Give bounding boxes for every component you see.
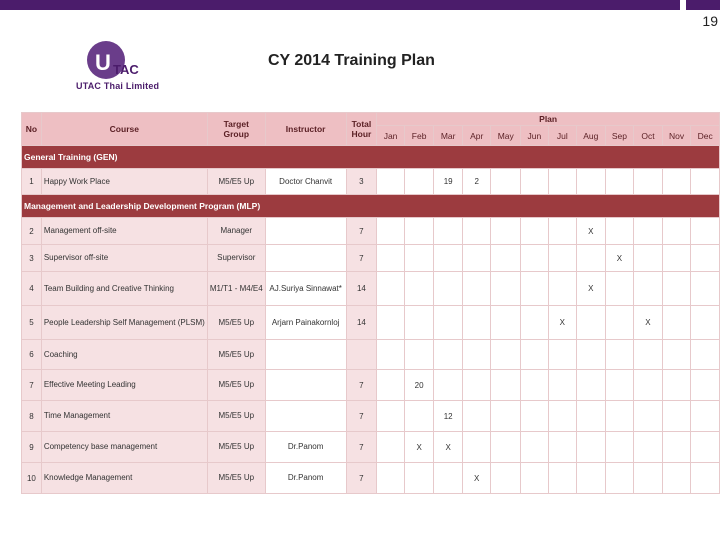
target-group: M5/E5 Up — [207, 306, 265, 340]
page-title: CY 2014 Training Plan — [268, 52, 435, 69]
month-header-nov: Nov — [662, 126, 691, 146]
plan-cell-jan — [377, 432, 405, 463]
plan-cell-may — [491, 169, 521, 195]
header-instructor: Instructor — [265, 113, 346, 146]
plan-cell-dec — [691, 245, 720, 272]
plan-cell-nov — [662, 432, 691, 463]
plan-cell-jun — [521, 272, 549, 306]
training-plan-table — [21, 112, 720, 494]
total-hour: 7 — [346, 432, 377, 463]
course-name: Time Management — [41, 401, 207, 432]
course-name: Knowledge Management — [41, 463, 207, 494]
plan-cell-oct — [634, 340, 663, 370]
header-course: Course — [41, 113, 207, 146]
target-group: M5/E5 Up — [207, 463, 265, 494]
plan-cell-jan — [377, 306, 405, 340]
header-total-hour: Total Hour — [346, 113, 377, 146]
plan-cell-aug — [577, 370, 606, 401]
section-header-row — [22, 195, 720, 218]
plan-cell-jan — [377, 340, 405, 370]
course-name: Supervisor off-site — [41, 245, 207, 272]
header-plan: Plan — [377, 113, 720, 126]
plan-cell-jul — [548, 463, 576, 494]
plan-cell-dec — [691, 218, 720, 245]
month-header-apr: Apr — [462, 126, 491, 146]
instructor-name: Dr.Panom — [265, 432, 346, 463]
row-number: 4 — [22, 272, 42, 306]
plan-cell-dec — [691, 370, 720, 401]
plan-cell-oct — [634, 245, 663, 272]
target-group: M5/E5 Up — [207, 340, 265, 370]
plan-cell-apr — [462, 272, 491, 306]
plan-body — [22, 146, 720, 494]
instructor-name — [265, 245, 346, 272]
plan-cell-aug: X — [577, 218, 606, 245]
plan-cell-mar — [434, 306, 463, 340]
plan-cell-aug — [577, 340, 606, 370]
plan-cell-nov — [662, 218, 691, 245]
plan-cell-sep — [605, 401, 634, 432]
table-row — [22, 340, 720, 370]
plan-cell-aug — [577, 245, 606, 272]
plan-cell-sep — [605, 306, 634, 340]
course-name: Management off-site — [41, 218, 207, 245]
plan-cell-jan — [377, 272, 405, 306]
plan-cell-jul — [548, 169, 576, 195]
plan-cell-oct: X — [634, 306, 663, 340]
plan-cell-dec — [691, 432, 720, 463]
plan-cell-may — [491, 432, 521, 463]
plan-cell-aug — [577, 432, 606, 463]
plan-cell-feb: 20 — [404, 370, 434, 401]
plan-cell-jan — [377, 218, 405, 245]
month-header-may: May — [491, 126, 521, 146]
row-number: 3 — [22, 245, 42, 272]
instructor-name — [265, 340, 346, 370]
month-header-dec: Dec — [691, 126, 720, 146]
plan-cell-jun — [521, 245, 549, 272]
plan-cell-apr — [462, 245, 491, 272]
total-hour: 7 — [346, 401, 377, 432]
instructor-name: Dr.Panom — [265, 463, 346, 494]
course-name: Coaching — [41, 340, 207, 370]
plan-cell-jun — [521, 432, 549, 463]
plan-cell-jul — [548, 272, 576, 306]
course-name: Happy Work Place — [41, 169, 207, 195]
month-header-sep: Sep — [605, 126, 634, 146]
month-header-feb: Feb — [404, 126, 434, 146]
svg-text:U: U — [95, 50, 111, 75]
plan-cell-oct — [634, 218, 663, 245]
plan-cell-jun — [521, 463, 549, 494]
plan-cell-sep: X — [605, 245, 634, 272]
top-accent-bar — [0, 0, 680, 10]
row-number: 1 — [22, 169, 42, 195]
plan-cell-jan — [377, 169, 405, 195]
plan-cell-feb: X — [404, 432, 434, 463]
plan-cell-may — [491, 245, 521, 272]
plan-cell-feb — [404, 169, 434, 195]
plan-cell-apr — [462, 401, 491, 432]
plan-cell-jul — [548, 432, 576, 463]
month-header-jul: Jul — [548, 126, 576, 146]
table-row — [22, 245, 720, 272]
month-header-aug: Aug — [577, 126, 606, 146]
table-row — [22, 401, 720, 432]
plan-cell-mar: 19 — [434, 169, 463, 195]
plan-cell-mar — [434, 272, 463, 306]
plan-cell-nov — [662, 340, 691, 370]
company-name: UTAC Thai Limited — [76, 81, 160, 91]
plan-cell-feb — [404, 401, 434, 432]
plan-cell-may — [491, 340, 521, 370]
table-row — [22, 463, 720, 494]
plan-cell-feb — [404, 272, 434, 306]
table-row — [22, 306, 720, 340]
plan-cell-apr — [462, 218, 491, 245]
plan-cell-nov — [662, 401, 691, 432]
month-header-oct: Oct — [634, 126, 663, 146]
page-number-box — [686, 0, 720, 10]
plan-cell-mar — [434, 340, 463, 370]
plan-cell-jan — [377, 245, 405, 272]
plan-cell-mar — [434, 218, 463, 245]
target-group: M5/E5 Up — [207, 432, 265, 463]
instructor-name: Arjarn Painakornloj — [265, 306, 346, 340]
plan-cell-jul — [548, 401, 576, 432]
instructor-name — [265, 218, 346, 245]
plan-cell-nov — [662, 245, 691, 272]
plan-cell-feb — [404, 463, 434, 494]
total-hour: 14 — [346, 306, 377, 340]
instructor-name: AJ.Suriya Sinnawat* — [265, 272, 346, 306]
total-hour: 7 — [346, 463, 377, 494]
total-hour — [346, 340, 377, 370]
plan-cell-jun — [521, 306, 549, 340]
row-number: 10 — [22, 463, 42, 494]
plan-cell-oct — [634, 169, 663, 195]
table-row — [22, 432, 720, 463]
plan-cell-mar — [434, 245, 463, 272]
plan-cell-jan — [377, 463, 405, 494]
plan-cell-aug — [577, 401, 606, 432]
svg-text:TAC: TAC — [113, 62, 139, 77]
plan-cell-nov — [662, 169, 691, 195]
total-hour: 7 — [346, 218, 377, 245]
page-number: 19 — [702, 13, 718, 29]
plan-cell-oct — [634, 432, 663, 463]
header-target-group: Target Group — [207, 113, 265, 146]
course-name: Team Building and Creative Thinking — [41, 272, 207, 306]
row-number: 2 — [22, 218, 42, 245]
row-number: 7 — [22, 370, 42, 401]
target-group: M5/E5 Up — [207, 370, 265, 401]
plan-cell-apr: 2 — [462, 169, 491, 195]
course-name: Effective Meeting Leading — [41, 370, 207, 401]
target-group: Manager — [207, 218, 265, 245]
total-hour: 7 — [346, 245, 377, 272]
plan-cell-jul — [548, 340, 576, 370]
instructor-name — [265, 401, 346, 432]
plan-cell-aug — [577, 169, 606, 195]
plan-cell-nov — [662, 272, 691, 306]
plan-cell-apr — [462, 370, 491, 401]
plan-cell-jul — [548, 245, 576, 272]
table-row — [22, 272, 720, 306]
target-group: Supervisor — [207, 245, 265, 272]
plan-cell-jun — [521, 401, 549, 432]
table-row — [22, 370, 720, 401]
table-row — [22, 169, 720, 195]
month-header-jan: Jan — [377, 126, 405, 146]
plan-cell-dec — [691, 306, 720, 340]
plan-cell-oct — [634, 401, 663, 432]
month-header-jun: Jun — [521, 126, 549, 146]
section-title: General Training (GEN) — [22, 146, 720, 169]
plan-cell-jun — [521, 169, 549, 195]
instructor-name: Doctor Chanvit — [265, 169, 346, 195]
row-number: 9 — [22, 432, 42, 463]
plan-cell-may — [491, 272, 521, 306]
plan-cell-jun — [521, 340, 549, 370]
plan-cell-aug — [577, 463, 606, 494]
plan-cell-may — [491, 370, 521, 401]
plan-cell-feb — [404, 306, 434, 340]
total-hour: 7 — [346, 370, 377, 401]
month-header-mar: Mar — [434, 126, 463, 146]
course-name: People Leadership Self Management (PLSM) — [41, 306, 207, 340]
plan-cell-aug — [577, 306, 606, 340]
plan-cell-apr — [462, 432, 491, 463]
plan-cell-sep — [605, 218, 634, 245]
plan-cell-dec — [691, 169, 720, 195]
plan-cell-may — [491, 306, 521, 340]
plan-cell-sep — [605, 370, 634, 401]
row-number: 5 — [22, 306, 42, 340]
section-header-row — [22, 146, 720, 169]
plan-cell-mar — [434, 370, 463, 401]
plan-cell-sep — [605, 169, 634, 195]
header-no: No — [22, 113, 42, 146]
target-group: M5/E5 Up — [207, 401, 265, 432]
plan-cell-nov — [662, 306, 691, 340]
plan-cell-mar: 12 — [434, 401, 463, 432]
section-title: Management and Leadership Development Program (MLP) — [22, 195, 720, 218]
plan-cell-nov — [662, 463, 691, 494]
target-group: M5/E5 Up — [207, 169, 265, 195]
plan-cell-apr — [462, 306, 491, 340]
total-hour: 14 — [346, 272, 377, 306]
plan-cell-nov — [662, 370, 691, 401]
plan-cell-feb — [404, 245, 434, 272]
plan-cell-apr — [462, 340, 491, 370]
plan-cell-sep — [605, 340, 634, 370]
plan-cell-aug: X — [577, 272, 606, 306]
total-hour: 3 — [346, 169, 377, 195]
plan-cell-sep — [605, 432, 634, 463]
target-group: M1/T1 - M4/E4 — [207, 272, 265, 306]
plan-cell-oct — [634, 370, 663, 401]
plan-cell-dec — [691, 463, 720, 494]
plan-cell-jun — [521, 218, 549, 245]
plan-cell-may — [491, 218, 521, 245]
plan-cell-mar — [434, 463, 463, 494]
plan-cell-may — [491, 401, 521, 432]
plan-cell-jul — [548, 218, 576, 245]
table-row — [22, 218, 720, 245]
plan-cell-jan — [377, 370, 405, 401]
plan-cell-sep — [605, 272, 634, 306]
plan-cell-jul: X — [548, 306, 576, 340]
plan-cell-feb — [404, 218, 434, 245]
plan-cell-mar: X — [434, 432, 463, 463]
plan-cell-oct — [634, 463, 663, 494]
plan-cell-jul — [548, 370, 576, 401]
plan-cell-jan — [377, 401, 405, 432]
plan-cell-apr: X — [462, 463, 491, 494]
row-number: 6 — [22, 340, 42, 370]
plan-cell-sep — [605, 463, 634, 494]
plan-cell-feb — [404, 340, 434, 370]
row-number: 8 — [22, 401, 42, 432]
plan-cell-may — [491, 463, 521, 494]
plan-cell-oct — [634, 272, 663, 306]
plan-cell-jun — [521, 370, 549, 401]
plan-cell-dec — [691, 340, 720, 370]
instructor-name — [265, 370, 346, 401]
plan-cell-dec — [691, 401, 720, 432]
course-name: Competency base management — [41, 432, 207, 463]
plan-cell-dec — [691, 272, 720, 306]
